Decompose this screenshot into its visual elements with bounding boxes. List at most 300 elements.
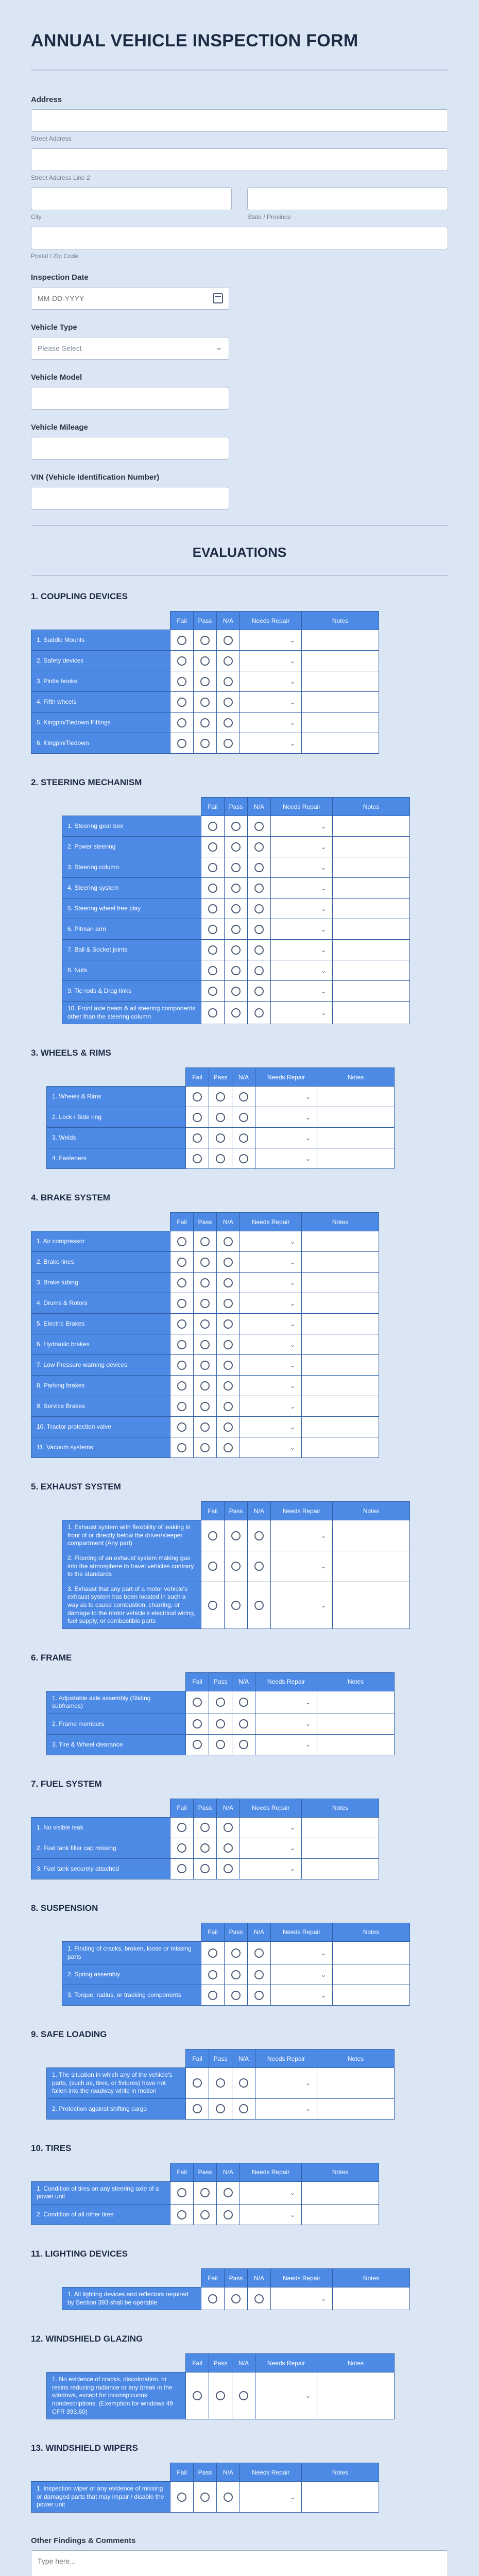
radio-fail[interactable] xyxy=(193,1133,202,1143)
needs-repair-select[interactable] xyxy=(274,1599,329,1612)
notes-input[interactable] xyxy=(305,1235,375,1248)
radio-na[interactable] xyxy=(239,1740,248,1749)
cell-fail xyxy=(186,1128,209,1148)
radio-pass[interactable] xyxy=(231,987,241,996)
notes-input[interactable] xyxy=(305,1359,375,1372)
notes-input[interactable] xyxy=(305,1862,375,1875)
radio-fail[interactable] xyxy=(177,1299,186,1308)
radio-pass[interactable] xyxy=(200,1278,210,1287)
state-input[interactable] xyxy=(247,188,448,210)
cell-na xyxy=(248,878,271,899)
notes-input[interactable] xyxy=(320,1717,391,1731)
notes-input[interactable] xyxy=(336,1946,406,1960)
needs-repair-select[interactable] xyxy=(243,1235,298,1248)
radio-fail[interactable] xyxy=(193,2391,202,2400)
radio-fail[interactable] xyxy=(208,822,217,831)
other-findings-textarea[interactable] xyxy=(31,2550,448,2576)
radio-pass[interactable] xyxy=(200,1340,210,1349)
radio-pass[interactable] xyxy=(200,1361,210,1370)
cell-fail xyxy=(170,1231,194,1252)
radio-fail[interactable] xyxy=(208,863,217,872)
notes-input[interactable] xyxy=(305,2186,375,2199)
radio-pass[interactable] xyxy=(231,1991,241,2000)
cell-pass xyxy=(194,1293,217,1314)
radio-pass[interactable] xyxy=(216,2391,225,2400)
radio-pass[interactable] xyxy=(216,1740,225,1749)
radio-pass[interactable] xyxy=(216,1133,225,1143)
needs-repair-select[interactable] xyxy=(274,820,329,833)
notes-input[interactable] xyxy=(305,1338,375,1351)
radio-na[interactable] xyxy=(224,1340,233,1349)
notes-input[interactable] xyxy=(305,716,375,730)
radio-na[interactable] xyxy=(239,1133,248,1143)
radio-na[interactable] xyxy=(254,904,264,913)
radio-pass[interactable] xyxy=(200,656,210,666)
radio-fail[interactable] xyxy=(208,2294,217,2303)
calendar-icon[interactable] xyxy=(213,293,223,303)
radio-pass[interactable] xyxy=(200,1381,210,1391)
needs-repair-select[interactable] xyxy=(274,1560,329,1573)
radio-na[interactable] xyxy=(224,636,233,645)
radio-pass[interactable] xyxy=(231,1562,241,1571)
radio-pass[interactable] xyxy=(231,1970,241,1979)
needs-repair-select[interactable] xyxy=(274,902,329,916)
notes-input[interactable] xyxy=(305,1256,375,1269)
radio-na[interactable] xyxy=(224,1402,233,1411)
notes-input[interactable] xyxy=(336,840,406,854)
notes-input[interactable] xyxy=(305,1379,375,1393)
radio-pass[interactable] xyxy=(216,1113,225,1122)
radio-na[interactable] xyxy=(224,1443,233,1452)
notes-input[interactable] xyxy=(320,1131,391,1145)
street-address-2-input[interactable] xyxy=(31,148,448,171)
needs-repair-select[interactable] xyxy=(259,1131,314,1145)
radio-fail[interactable] xyxy=(177,718,186,727)
needs-repair-select[interactable] xyxy=(243,1821,298,1834)
radio-na[interactable] xyxy=(254,822,264,831)
matrix-row xyxy=(62,1551,410,1582)
needs-repair-select[interactable] xyxy=(274,1968,329,1981)
radio-pass[interactable] xyxy=(231,842,241,852)
radio-fail[interactable] xyxy=(193,1719,202,1728)
radio-fail[interactable] xyxy=(208,884,217,893)
radio-pass[interactable] xyxy=(200,1422,210,1432)
radio-na[interactable] xyxy=(254,1991,264,2000)
column-header-na: N/A xyxy=(217,1213,240,1231)
radio-fail[interactable] xyxy=(177,698,186,707)
radio-pass[interactable] xyxy=(200,1823,210,1832)
radio-na[interactable] xyxy=(254,2294,264,2303)
row-label: 4. Fasteners xyxy=(47,1148,186,1169)
radio-fail[interactable] xyxy=(193,1113,202,1122)
inspection-date-input[interactable] xyxy=(31,287,229,310)
radio-fail[interactable] xyxy=(177,1422,186,1432)
notes-input[interactable] xyxy=(336,923,406,936)
radio-fail[interactable] xyxy=(208,842,217,852)
radio-fail[interactable] xyxy=(177,1864,186,1873)
radio-fail[interactable] xyxy=(177,1278,186,1287)
radio-na[interactable] xyxy=(224,1843,233,1853)
radio-pass[interactable] xyxy=(231,822,241,831)
radio-fail[interactable] xyxy=(177,1823,186,1832)
street-address-input[interactable] xyxy=(31,109,448,132)
radio-na[interactable] xyxy=(254,966,264,975)
needs-repair-select[interactable] xyxy=(259,2076,314,2090)
row-label: 6. Kingpin/Tiedown xyxy=(31,733,170,754)
radio-pass[interactable] xyxy=(200,636,210,645)
notes-input[interactable] xyxy=(336,1006,406,1020)
notes-input[interactable] xyxy=(336,1560,406,1573)
notes-input[interactable] xyxy=(320,1696,391,1709)
radio-pass[interactable] xyxy=(200,2188,210,2197)
radio-fail[interactable] xyxy=(177,677,186,686)
radio-na[interactable] xyxy=(254,925,264,934)
radio-pass[interactable] xyxy=(231,1531,241,1540)
cell-needs-repair xyxy=(255,1107,317,1128)
needs-repair-select[interactable] xyxy=(259,1111,314,1124)
column-header-pass: Pass xyxy=(225,798,248,816)
radio-fail[interactable] xyxy=(208,1970,217,1979)
notes-input[interactable] xyxy=(305,1400,375,1413)
chevron-down-icon: ⌄ xyxy=(305,2105,311,2113)
notes-input[interactable] xyxy=(305,1841,375,1855)
radio-na[interactable] xyxy=(254,1008,264,1018)
notes-input[interactable] xyxy=(336,882,406,895)
row-label: 3. Fuel tank securely attached xyxy=(31,1858,170,1879)
radio-fail[interactable] xyxy=(208,987,217,996)
radio-pass[interactable] xyxy=(231,904,241,913)
needs-repair-select[interactable] xyxy=(259,1152,314,1165)
city-state-row xyxy=(31,188,448,227)
notes-input[interactable] xyxy=(320,1152,391,1165)
cell-needs-repair xyxy=(240,1396,302,1417)
cell-fail xyxy=(186,1714,209,1734)
notes-input[interactable] xyxy=(320,1090,391,1104)
radio-fail[interactable] xyxy=(177,2188,186,2197)
notes-input[interactable] xyxy=(305,737,375,750)
radio-na[interactable] xyxy=(254,842,264,852)
radio-fail[interactable] xyxy=(177,636,186,645)
radio-pass[interactable] xyxy=(216,2104,225,2113)
notes-input[interactable] xyxy=(336,985,406,998)
radio-fail[interactable] xyxy=(177,1843,186,1853)
notes-input[interactable] xyxy=(336,1989,406,2002)
radio-fail[interactable] xyxy=(208,966,217,975)
radio-pass[interactable] xyxy=(200,718,210,727)
needs-repair-select[interactable] xyxy=(243,654,298,668)
radio-na[interactable] xyxy=(224,1278,233,1287)
needs-repair-select[interactable] xyxy=(259,1696,314,1709)
needs-repair-select[interactable] xyxy=(243,675,298,688)
radio-pass[interactable] xyxy=(231,1601,241,1610)
radio-na[interactable] xyxy=(224,1864,233,1873)
radio-pass[interactable] xyxy=(231,1008,241,1018)
needs-repair-select[interactable] xyxy=(259,1090,314,1104)
radio-pass[interactable] xyxy=(231,925,241,934)
radio-pass[interactable] xyxy=(200,739,210,748)
radio-pass[interactable] xyxy=(216,1154,225,1163)
radio-na[interactable] xyxy=(254,884,264,893)
notes-input[interactable] xyxy=(305,1276,375,1290)
needs-repair-select[interactable] xyxy=(274,1006,329,1020)
vehicle-type-value[interactable] xyxy=(31,337,229,360)
column-header-notes: Notes xyxy=(317,2354,395,2372)
radio-na[interactable] xyxy=(224,1381,233,1391)
radio-na[interactable] xyxy=(224,718,233,727)
notes-input[interactable] xyxy=(305,2490,375,2504)
radio-fail[interactable] xyxy=(177,739,186,748)
radio-na[interactable] xyxy=(254,1601,264,1610)
cell-notes xyxy=(317,2068,395,2099)
radio-fail[interactable] xyxy=(208,945,217,955)
radio-pass[interactable] xyxy=(200,1319,210,1329)
radio-na[interactable] xyxy=(254,1531,264,1540)
radio-na[interactable] xyxy=(239,2391,248,2400)
notes-input[interactable] xyxy=(305,1297,375,1310)
chevron-down-icon: ⌄ xyxy=(305,1741,311,1749)
radio-na[interactable] xyxy=(254,987,264,996)
needs-repair-select[interactable] xyxy=(243,1441,298,1454)
radio-na[interactable] xyxy=(254,1562,264,1571)
notes-input[interactable] xyxy=(320,1111,391,1124)
needs-repair-select[interactable] xyxy=(243,2186,298,2199)
notes-input[interactable] xyxy=(336,1599,406,1612)
radio-fail[interactable] xyxy=(177,1258,186,1267)
needs-repair-select[interactable] xyxy=(243,1420,298,1434)
needs-repair-select[interactable] xyxy=(274,1529,329,1543)
vehicle-type-select[interactable] xyxy=(31,337,229,360)
column-header-na: N/A xyxy=(232,2354,255,2372)
needs-repair-select[interactable] xyxy=(274,964,329,977)
needs-repair-select[interactable] xyxy=(243,1317,298,1331)
radio-fail[interactable] xyxy=(208,904,217,913)
needs-repair-select[interactable] xyxy=(243,1862,298,1875)
needs-repair-select[interactable] xyxy=(259,2102,314,2115)
radio-fail[interactable] xyxy=(208,1948,217,1958)
notes-input[interactable] xyxy=(305,675,375,688)
radio-na[interactable] xyxy=(224,1258,233,1267)
radio-fail[interactable] xyxy=(208,1531,217,1540)
notes-input[interactable] xyxy=(305,1441,375,1454)
radio-pass[interactable] xyxy=(200,2493,210,2502)
radio-pass[interactable] xyxy=(200,1443,210,1452)
radio-pass[interactable] xyxy=(216,1698,225,1707)
radio-na[interactable] xyxy=(224,739,233,748)
radio-fail[interactable] xyxy=(177,2210,186,2219)
radio-na[interactable] xyxy=(254,945,264,955)
needs-repair-select[interactable] xyxy=(274,2292,329,2306)
row-label: 4. Drums & Rotors xyxy=(31,1293,170,1314)
needs-repair-select[interactable] xyxy=(243,1841,298,1855)
needs-repair-select[interactable] xyxy=(259,1738,314,1751)
radio-pass[interactable] xyxy=(231,1948,241,1958)
needs-repair-select[interactable] xyxy=(243,1297,298,1310)
radio-pass[interactable] xyxy=(200,1402,210,1411)
cell-na xyxy=(217,1838,240,1858)
radio-fail[interactable] xyxy=(193,2104,202,2113)
needs-repair-select[interactable] xyxy=(274,1989,329,2002)
radio-pass[interactable] xyxy=(231,945,241,955)
matrix-row xyxy=(47,2372,395,2419)
needs-repair-select[interactable] xyxy=(243,1379,298,1393)
needs-repair-select[interactable] xyxy=(274,923,329,936)
radio-na[interactable] xyxy=(224,2493,233,2502)
evaluation-section xyxy=(31,1482,448,1629)
radio-fail[interactable] xyxy=(193,1092,202,1101)
city-input[interactable] xyxy=(31,188,232,210)
vin-input[interactable] xyxy=(31,487,229,510)
radio-pass[interactable] xyxy=(231,863,241,872)
radio-na[interactable] xyxy=(239,1092,248,1101)
notes-input[interactable] xyxy=(305,696,375,709)
radio-fail[interactable] xyxy=(208,1601,217,1610)
radio-na[interactable] xyxy=(224,1319,233,1329)
radio-na[interactable] xyxy=(254,863,264,872)
vehicle-model-input[interactable] xyxy=(31,387,229,410)
radio-na[interactable] xyxy=(224,698,233,707)
radio-na[interactable] xyxy=(239,1154,248,1163)
radio-fail[interactable] xyxy=(177,1319,186,1329)
radio-na[interactable] xyxy=(224,2210,233,2219)
needs-repair-select[interactable] xyxy=(243,737,298,750)
needs-repair-select[interactable] xyxy=(274,943,329,957)
radio-fail[interactable] xyxy=(208,1991,217,2000)
radio-fail[interactable] xyxy=(193,1698,202,1707)
radio-pass[interactable] xyxy=(216,1719,225,1728)
notes-input[interactable] xyxy=(320,2102,391,2115)
radio-fail[interactable] xyxy=(177,1237,186,1246)
radio-fail[interactable] xyxy=(177,2493,186,2502)
needs-repair-select[interactable] xyxy=(243,716,298,730)
radio-fail[interactable] xyxy=(193,1154,202,1163)
radio-pass[interactable] xyxy=(216,1092,225,1101)
notes-input[interactable] xyxy=(320,2076,391,2090)
postal-input[interactable] xyxy=(31,227,448,249)
radio-na[interactable] xyxy=(239,1113,248,1122)
radio-pass[interactable] xyxy=(231,884,241,893)
notes-input[interactable] xyxy=(336,902,406,916)
needs-repair-select[interactable] xyxy=(259,1717,314,1731)
radio-fail[interactable] xyxy=(177,1340,186,1349)
evaluation-matrix xyxy=(46,2353,395,2419)
radio-na[interactable] xyxy=(239,1719,248,1728)
notes-input[interactable] xyxy=(336,964,406,977)
notes-input[interactable] xyxy=(336,861,406,874)
radio-na[interactable] xyxy=(254,1948,264,1958)
vehicle-mileage-input[interactable] xyxy=(31,437,229,460)
radio-na[interactable] xyxy=(224,677,233,686)
notes-input[interactable] xyxy=(320,1738,391,1751)
radio-na[interactable] xyxy=(254,1970,264,1979)
matrix-row xyxy=(31,1376,379,1396)
radio-na[interactable] xyxy=(224,1299,233,1308)
radio-fail[interactable] xyxy=(208,1562,217,1571)
needs-repair-select[interactable] xyxy=(259,2389,314,2402)
needs-repair-select[interactable] xyxy=(274,985,329,998)
cell-needs-repair xyxy=(271,1551,333,1582)
radio-pass[interactable] xyxy=(231,2294,241,2303)
radio-fail[interactable] xyxy=(177,1381,186,1391)
radio-pass[interactable] xyxy=(216,2078,225,2088)
radio-pass[interactable] xyxy=(200,677,210,686)
cell-notes xyxy=(333,1582,410,1629)
needs-repair-select[interactable] xyxy=(243,1276,298,1290)
notes-input[interactable] xyxy=(305,654,375,668)
needs-repair-select[interactable] xyxy=(243,634,298,647)
needs-repair-select[interactable] xyxy=(243,696,298,709)
radio-fail[interactable] xyxy=(193,2078,202,2088)
matrix-row xyxy=(62,940,410,960)
radio-fail[interactable] xyxy=(177,656,186,666)
radio-fail[interactable] xyxy=(208,925,217,934)
needs-repair-select[interactable] xyxy=(243,2490,298,2504)
cell-fail xyxy=(170,692,194,713)
section-title: 2. STEERING MECHANISM xyxy=(31,777,142,787)
notes-input[interactable] xyxy=(336,2292,406,2306)
notes-input[interactable] xyxy=(336,943,406,957)
notes-input[interactable] xyxy=(305,1821,375,1834)
radio-fail[interactable] xyxy=(208,1008,217,1018)
matrix-header-row xyxy=(31,612,379,630)
radio-na[interactable] xyxy=(239,2078,248,2088)
notes-input[interactable] xyxy=(305,634,375,647)
radio-pass[interactable] xyxy=(200,1299,210,1308)
notes-input[interactable] xyxy=(336,1529,406,1543)
needs-repair-select[interactable] xyxy=(274,840,329,854)
needs-repair-select[interactable] xyxy=(274,882,329,895)
cell-notes xyxy=(333,1964,410,1985)
notes-input[interactable] xyxy=(305,2208,375,2222)
radio-pass[interactable] xyxy=(200,1237,210,1246)
notes-input[interactable] xyxy=(320,2389,391,2402)
radio-na[interactable] xyxy=(224,1823,233,1832)
radio-fail[interactable] xyxy=(177,1443,186,1452)
radio-fail[interactable] xyxy=(177,1361,186,1370)
radio-pass[interactable] xyxy=(200,698,210,707)
cell-needs-repair xyxy=(240,1334,302,1355)
radio-na[interactable] xyxy=(224,1237,233,1246)
radio-na[interactable] xyxy=(224,1361,233,1370)
cell-fail xyxy=(201,1964,225,1985)
needs-repair-select[interactable] xyxy=(243,1400,298,1413)
radio-na[interactable] xyxy=(224,656,233,666)
radio-fail[interactable] xyxy=(193,1740,202,1749)
needs-repair-select[interactable] xyxy=(243,1359,298,1372)
radio-na[interactable] xyxy=(239,1698,248,1707)
radio-na[interactable] xyxy=(224,2188,233,2197)
needs-repair-select[interactable] xyxy=(243,2208,298,2222)
notes-input[interactable] xyxy=(336,1968,406,1981)
radio-pass[interactable] xyxy=(200,1864,210,1873)
date-input-wrap xyxy=(31,287,229,310)
cell-needs-repair xyxy=(271,1582,333,1629)
radio-pass[interactable] xyxy=(200,1843,210,1853)
needs-repair-select[interactable] xyxy=(243,1256,298,1269)
needs-repair-select[interactable] xyxy=(274,1946,329,1960)
needs-repair-select[interactable] xyxy=(274,861,329,874)
notes-input[interactable] xyxy=(305,1420,375,1434)
radio-na[interactable] xyxy=(239,2104,248,2113)
radio-na[interactable] xyxy=(224,1422,233,1432)
radio-pass[interactable] xyxy=(231,966,241,975)
radio-fail[interactable] xyxy=(177,1402,186,1411)
notes-input[interactable] xyxy=(336,820,406,833)
radio-pass[interactable] xyxy=(200,1258,210,1267)
notes-input[interactable] xyxy=(305,1317,375,1331)
radio-pass[interactable] xyxy=(200,2210,210,2219)
needs-repair-select[interactable] xyxy=(243,1338,298,1351)
cell-needs-repair xyxy=(240,1355,302,1376)
